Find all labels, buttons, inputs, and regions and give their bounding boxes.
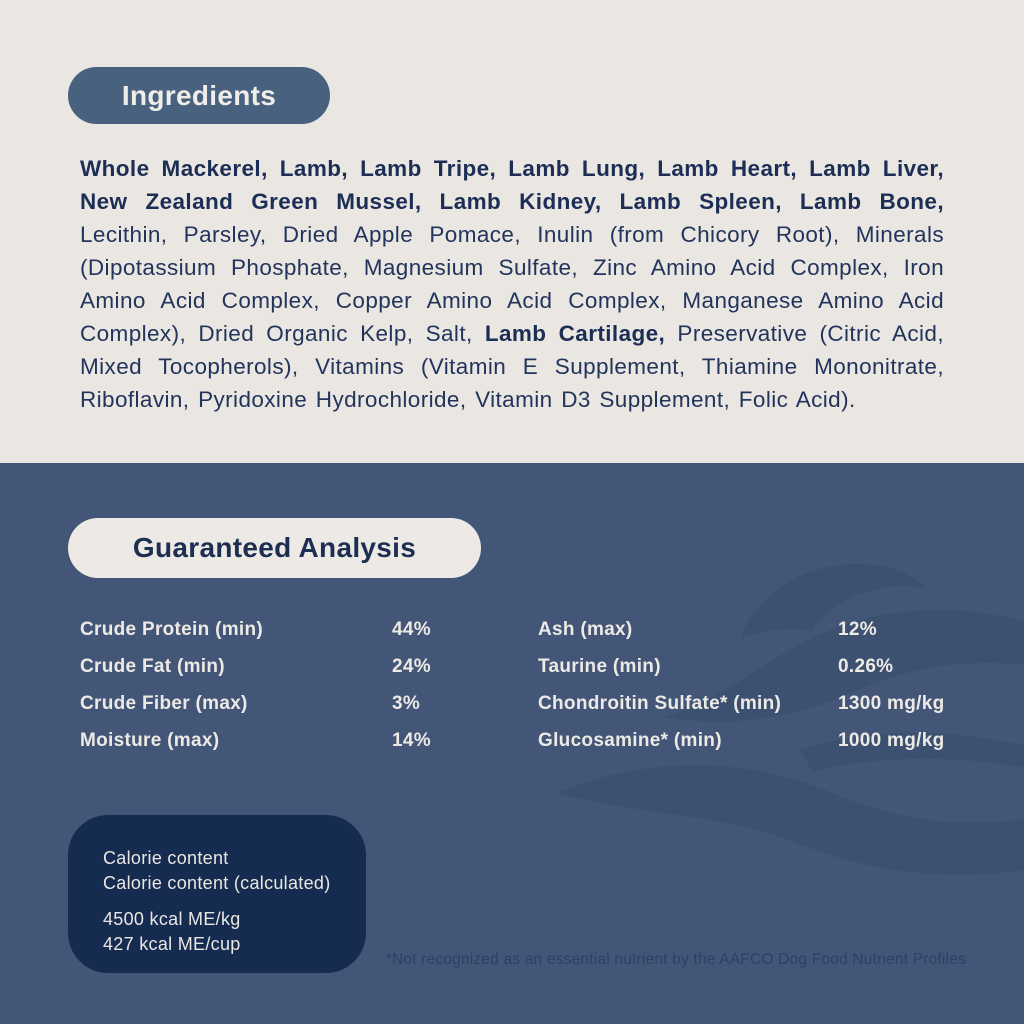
ingredients-paragraph (80, 152, 944, 416)
nutrient-value: 0.26% (838, 655, 894, 677)
nutrient-value: 12% (838, 618, 877, 640)
nutrient-value: 1300 mg/kg (838, 692, 945, 714)
nutrient-label: Ash (max) (538, 618, 633, 640)
nutrient-value: 44% (392, 618, 431, 640)
ingredients-section (0, 0, 1024, 463)
analysis-row-ash (538, 611, 978, 648)
ingredients-regular-1: Lecithin, Parsley, Dried Apple Pomace, Inulin (from Chicory Root), Minerals (Dipotassium Phosphate, Magnesium Sulfate, Zinc Amino Acid Complex, Iron Amino Acid Complex, Copper Amino Acid Complex, Manganese Amino Acid Complex), Dried Organic Kelp, Salt, (80, 222, 944, 346)
nutrient-label: Glucosamine* (min) (538, 729, 722, 751)
aafco-footnote: *Not recognized as an essential nutrient by the AAFCO Dog Food Nutrient Profiles (385, 951, 966, 968)
nutrient-label: Crude Fiber (max) (80, 692, 248, 714)
analysis-row-crude-fiber (80, 685, 470, 722)
ingredients-named-proteins: Whole Mackerel, Lamb, Lamb Tripe, Lamb Lung, Lamb Heart, Lamb Liver, New Zealand Green Mussel, Lamb Kidney, Lamb Spleen, Lamb Bone, (80, 156, 944, 214)
calorie-heading-line-2: Calorie content (calculated) (103, 873, 331, 893)
guaranteed-analysis-heading-label: Guaranteed Analysis (132, 532, 417, 563)
analysis-row-glucosamine (538, 722, 978, 759)
nutrient-label: Crude Protein (min) (80, 618, 264, 640)
ingredients-regular-2: Preservative (Citric Acid, Mixed Tocopherols), Vitamins (Vitamin E Supplement, Thiamine Mononitrate, Riboflavin, Pyridoxine Hydrochloride, Vitamin D3 Supplement, Folic Acid). (80, 321, 944, 412)
calorie-content-box (68, 815, 366, 973)
nutrient-value: 1000 mg/kg (838, 729, 945, 751)
analysis-row-crude-protein (80, 611, 470, 648)
nutrient-value: 24% (392, 655, 431, 677)
nutrient-label: Taurine (min) (538, 655, 661, 677)
nutrient-label: Moisture (max) (80, 729, 220, 751)
guaranteed-analysis-heading-pill (68, 518, 481, 578)
nutrient-value: 3% (392, 692, 421, 714)
analysis-column-left (80, 611, 470, 759)
analysis-row-chondroitin (538, 685, 978, 722)
calorie-heading-line-1: Calorie content (103, 848, 229, 868)
ingredients-heading-pill (68, 67, 330, 124)
analysis-row-crude-fat (80, 648, 470, 685)
calorie-value-per-kg: 4500 kcal ME/kg (103, 909, 241, 929)
ingredients-lamb-cartilage: Lamb Cartilage, (484, 321, 666, 346)
nutrient-label: Crude Fat (min) (80, 655, 225, 677)
calorie-value-per-cup: 427 kcal ME/cup (103, 934, 241, 954)
nutrient-value: 14% (392, 729, 431, 751)
calorie-spacer (103, 896, 346, 907)
guaranteed-analysis-section (0, 463, 1024, 1024)
analysis-row-taurine (538, 648, 978, 685)
nutrient-label: Chondroitin Sulfate* (min) (538, 692, 782, 714)
analysis-column-right (538, 611, 978, 759)
ingredients-heading-label: Ingredients (121, 79, 277, 111)
analysis-row-moisture (80, 722, 470, 759)
